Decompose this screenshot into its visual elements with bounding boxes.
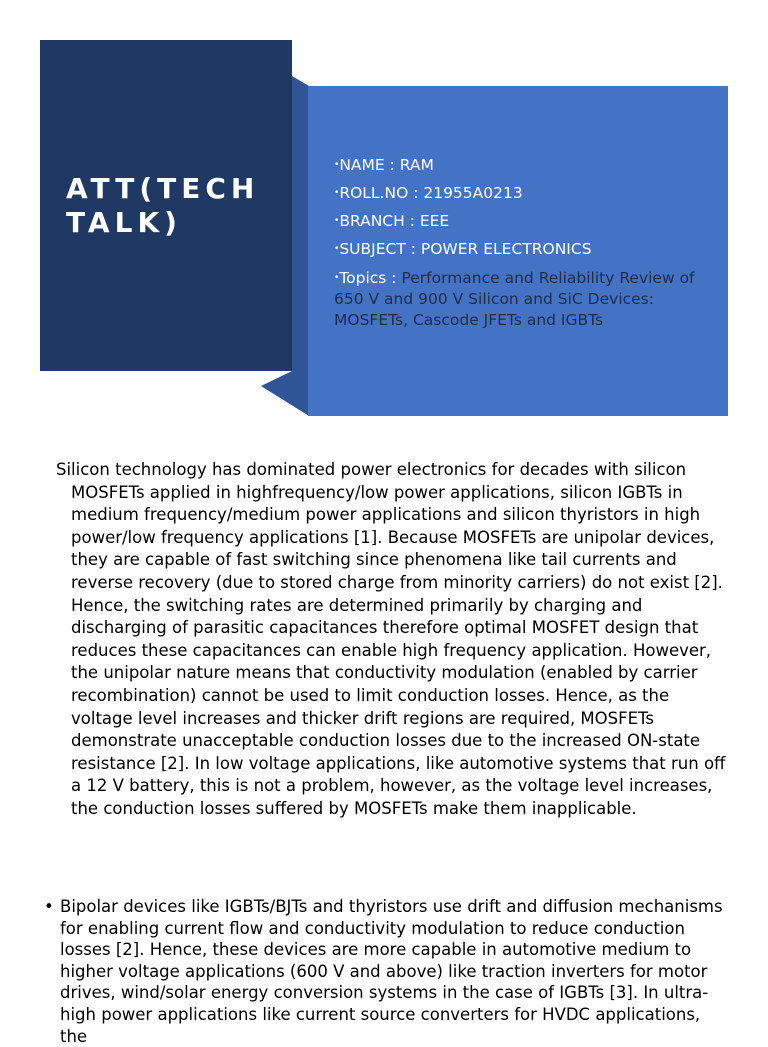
body-paragraph: Silicon technology has dominated power electronics for decades with silicon MOSFETs applied in highfrequency/low power applications, silicon IGBTs in medium frequency/medium power applications and silicon thyristors in high power/low frequency applications [1]. Because MOSFETs are unipolar devices, they are capable of fast switching since phenomena like tail currents and reverse recovery (due to stored charge from minority carriers) do not exist [2]. Hence, the switching rates are determined primarily by charging and discharging of parasitic capacitances therefore optimal MOSFET design that reduces these capacitances can enable high frequency application. However, the unipolar nature means that conductivity modulation (enabled by carrier recombination) cannot be used to limit conduction losses. Hence, as the voltage level increases and thicker drift regions are required, MOSFETs demonstrate unacceptable conduction losses due to the increased ON-state resistance [2]. In low voltage applications, like automotive systems that run off a 12 V battery, this is not a problem, however, as the voltage level increases, the conduction losses suffered by MOSFETs make them inapplicable. [56,460,726,818]
slide-title: ATT(TECH TALK) [66,172,260,239]
bullet-icon: • [44,897,54,916]
info-item-subject [334,240,702,258]
bullet-icon: • [334,244,340,254]
bullet-list [44,896,724,1047]
info-item-label: SUBJECT : POWER ELECTRONICS [339,240,592,258]
bullet-icon: • [334,273,340,283]
info-item-topics [334,268,702,331]
info-list [334,156,702,341]
info-item-label: BRANCH : EEE [339,212,450,230]
bullet-icon: • [334,160,340,170]
info-item-branch [334,212,702,230]
bullet-text: Bipolar devices like IGBTs/BJTs and thyristors use drift and diffusion mechanisms for enabling current flow and conductivity modulation to reduce conduction losses [2]. Hence, these devices are more capable in automotive medium to higher voltage applications (600 V and above) like traction inverters for motor drives, wind/solar energy conversion systems in the case of IGBTs [3]. In ultra-high power applications like current source converters for HVDC applications, the [60,897,723,1046]
topics-value: Performance and Reliability Review of 650 V and 900 V Silicon and SiC Devices: MOSFETs, Cascode JFETs and IGBTs [334,269,695,329]
info-item-label: ROLL.NO : 21955A0213 [339,184,523,202]
panel-connector [261,76,309,416]
info-item-label: Topics : [339,269,402,287]
bullet-list-item [44,896,724,1047]
bullet-icon: • [334,216,340,226]
bullet-icon: • [334,188,340,198]
info-item-roll [334,184,702,202]
info-item-label: NAME : RAM [339,156,434,174]
title-block [40,40,292,371]
info-item-name [334,156,702,174]
info-panel [308,86,728,416]
